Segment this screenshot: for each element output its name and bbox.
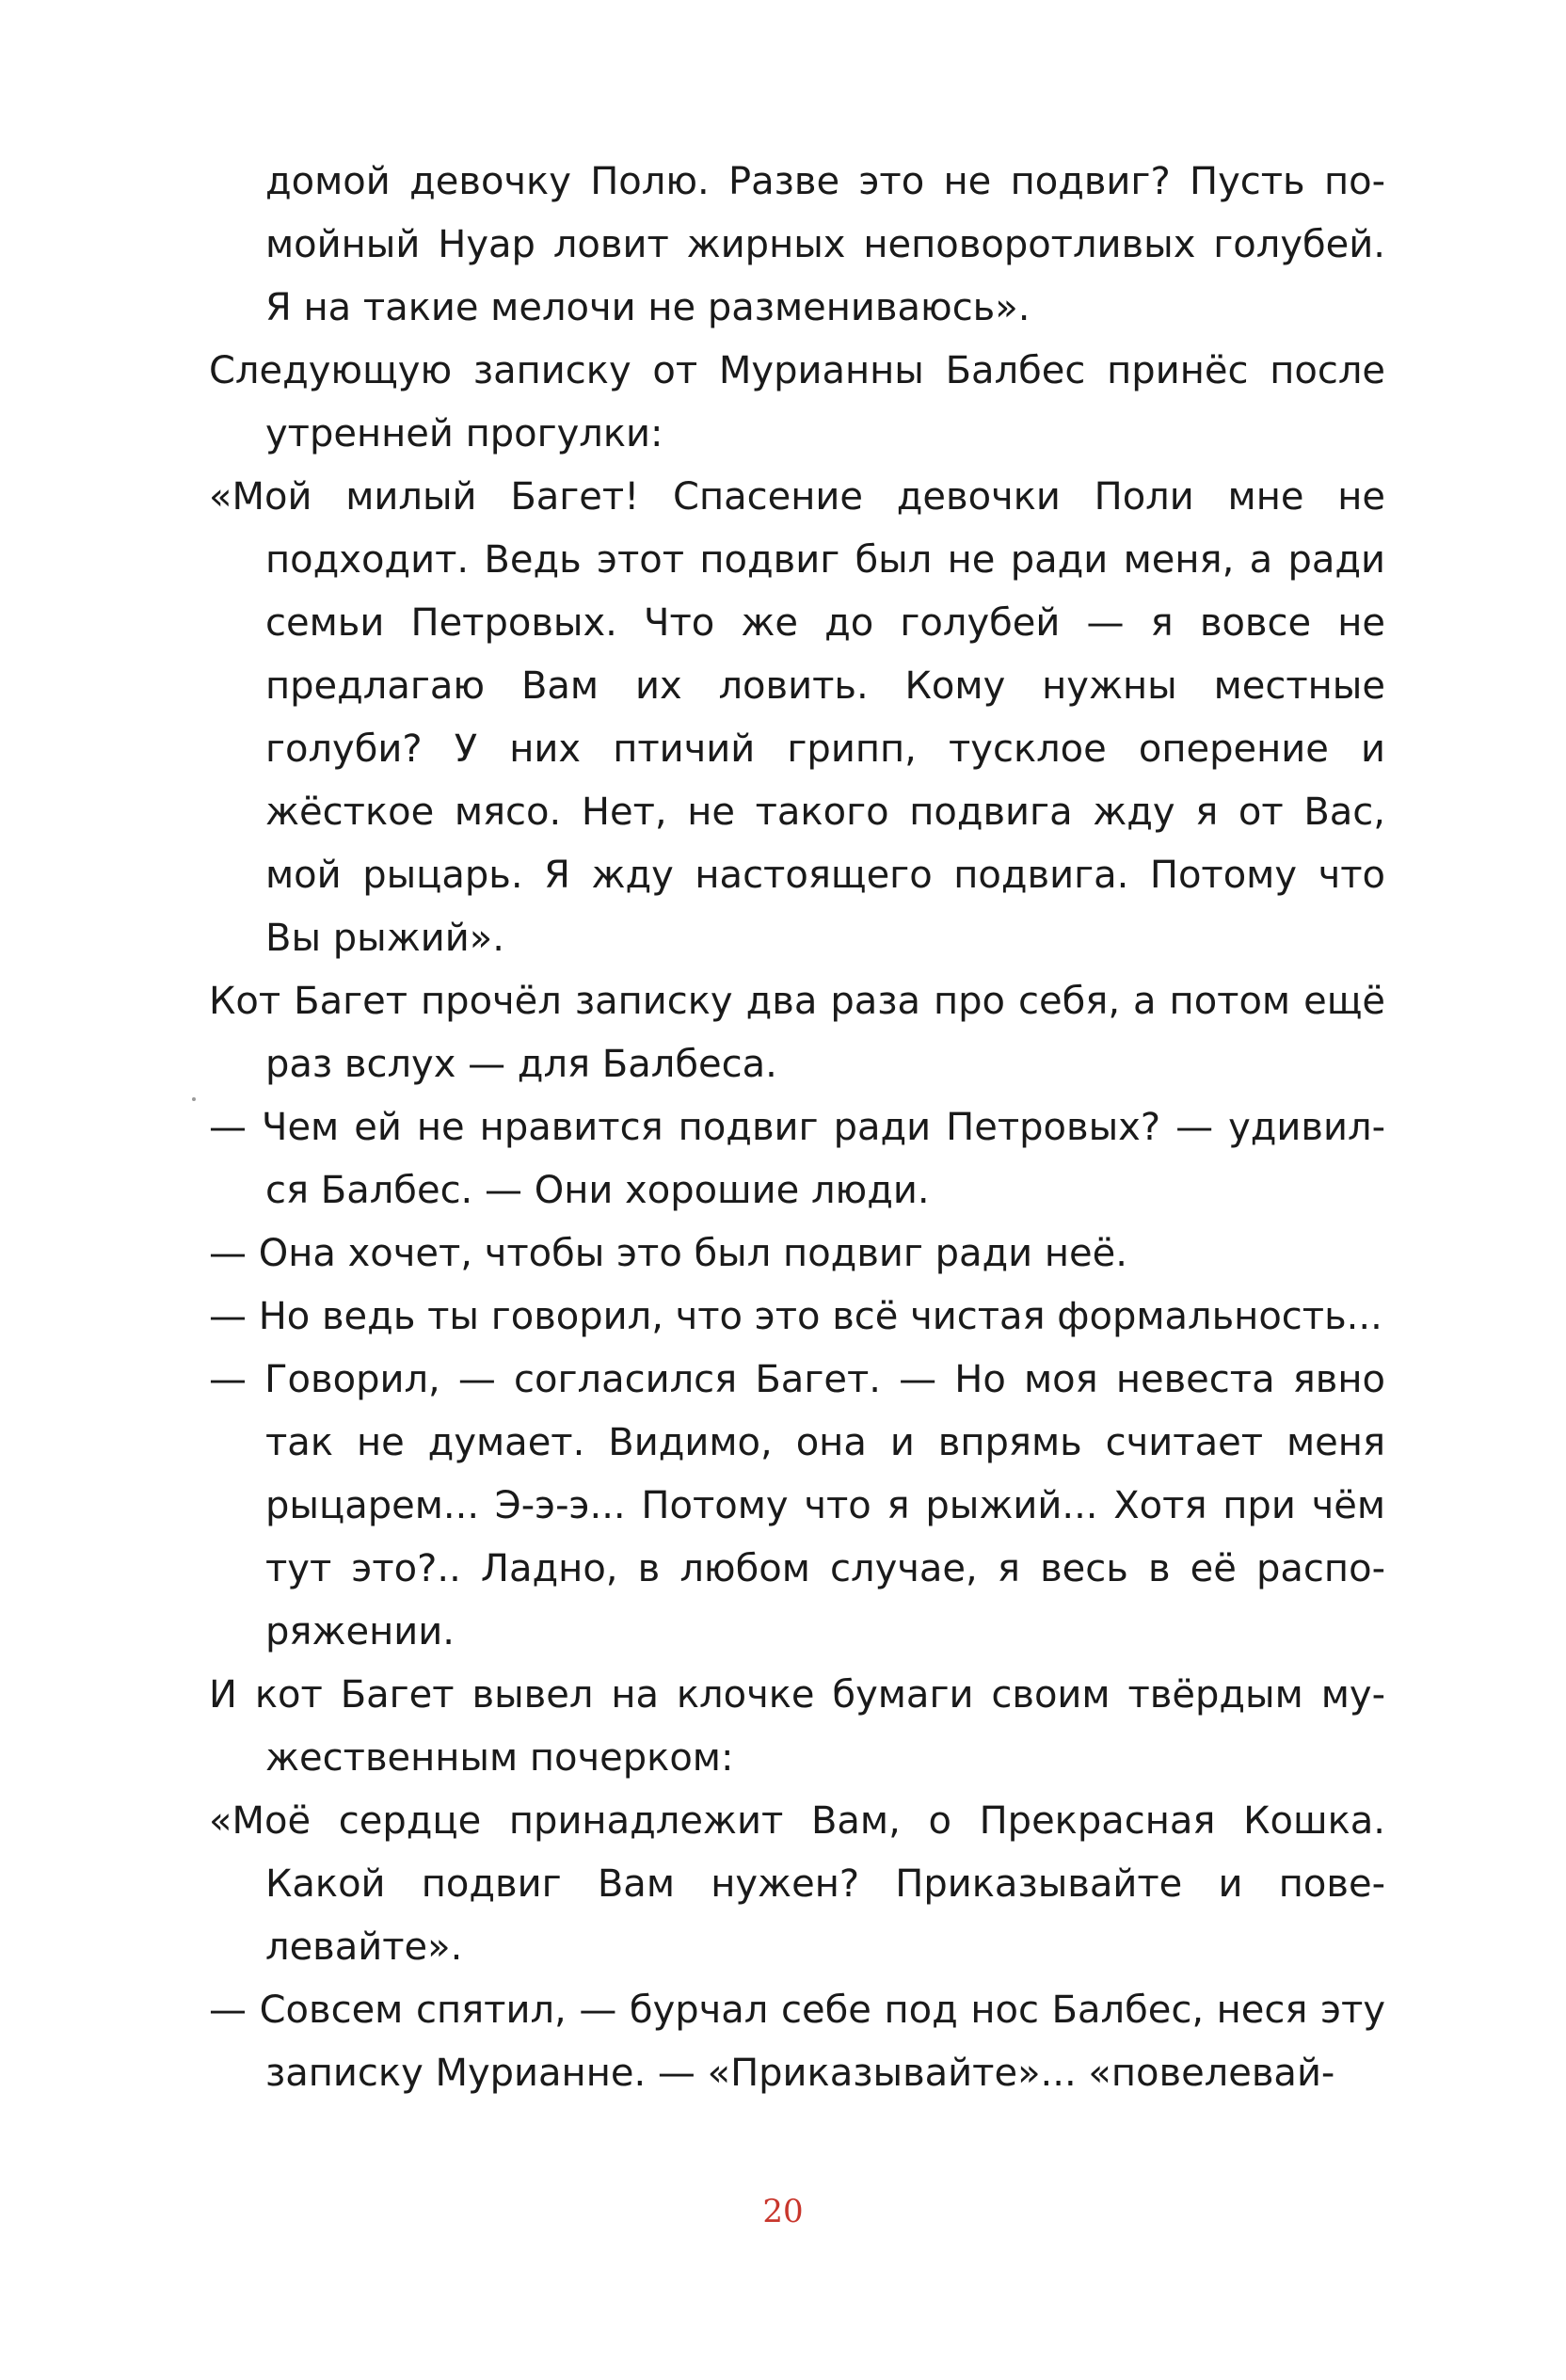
body-text bbox=[209, 151, 1385, 2105]
paragraph-4: Кот Багет прочёл записку два раза про себя, а потом ещё раз вслух — для Балбеса. bbox=[209, 980, 1385, 1086]
dialogue-line-5: — Совсем спятил, — бурчал себе под нос Балбес, неся эту записку Мурианне. — «Приказывайте»... «повелевай- bbox=[209, 1989, 1385, 2095]
dialogue-line-2: — Она хочет, чтобы это был подвиг ради неё. bbox=[209, 1232, 1127, 1275]
dialogue-line-3: — Но ведь ты говорил, что это всё чистая формальность... bbox=[209, 1295, 1382, 1338]
paragraph-5: И кот Багет вывел на клочке бумаги своим твёрдым мужественным почерком: bbox=[209, 1673, 1385, 1780]
paragraph-1: домой девочку Полю. Разве это не подвиг? Пусть помойный Нуар ловит жирных неповоротливых голубей. Я на такие мелочи не размениваюсь». bbox=[265, 160, 1385, 329]
dialogue-line-4: — Говорил, — согласился Багет. — Но моя невеста явно так не думает. Видимо, она и впрямь считает меня рыцарем... Э-э-э... Потому что я рыжий... Хотя при чём тут это?.. Ладно, в любом случае, я весь в её распоряжении. bbox=[209, 1358, 1385, 1653]
dialogue-line-1: — Чем ей не нравится подвиг ради Петровых? — удивился Балбес. — Они хорошие люди. bbox=[209, 1106, 1385, 1212]
page-number: 20 bbox=[762, 2193, 804, 2230]
paragraph-2: Следующую записку от Мурианны Балбес принёс после утренней прогулки: bbox=[209, 349, 1385, 455]
scan-speck bbox=[192, 1097, 196, 1101]
paragraph-6: «Моё сердце принадлежит Вам, о Прекрасная Кошка. Какой подвиг Вам нужен? Приказывайте и повелевайте». bbox=[209, 1799, 1385, 1969]
paragraph-3: «Мой милый Багет! Спасение девочки Поли мне не подходит. Ведь этот подвиг был не ради меня, а ради семьи Петровых. Что же до голубей — я вовсе не предлагаю Вам их ловить. Кому нужны местные голуби? У них птичий грипп, тусклое оперение и жёсткое мясо. Нет, не такого подвига жду я от Вас, мой рыцарь. Я жду настоящего подвига. Потому что Вы рыжий». bbox=[209, 475, 1385, 960]
